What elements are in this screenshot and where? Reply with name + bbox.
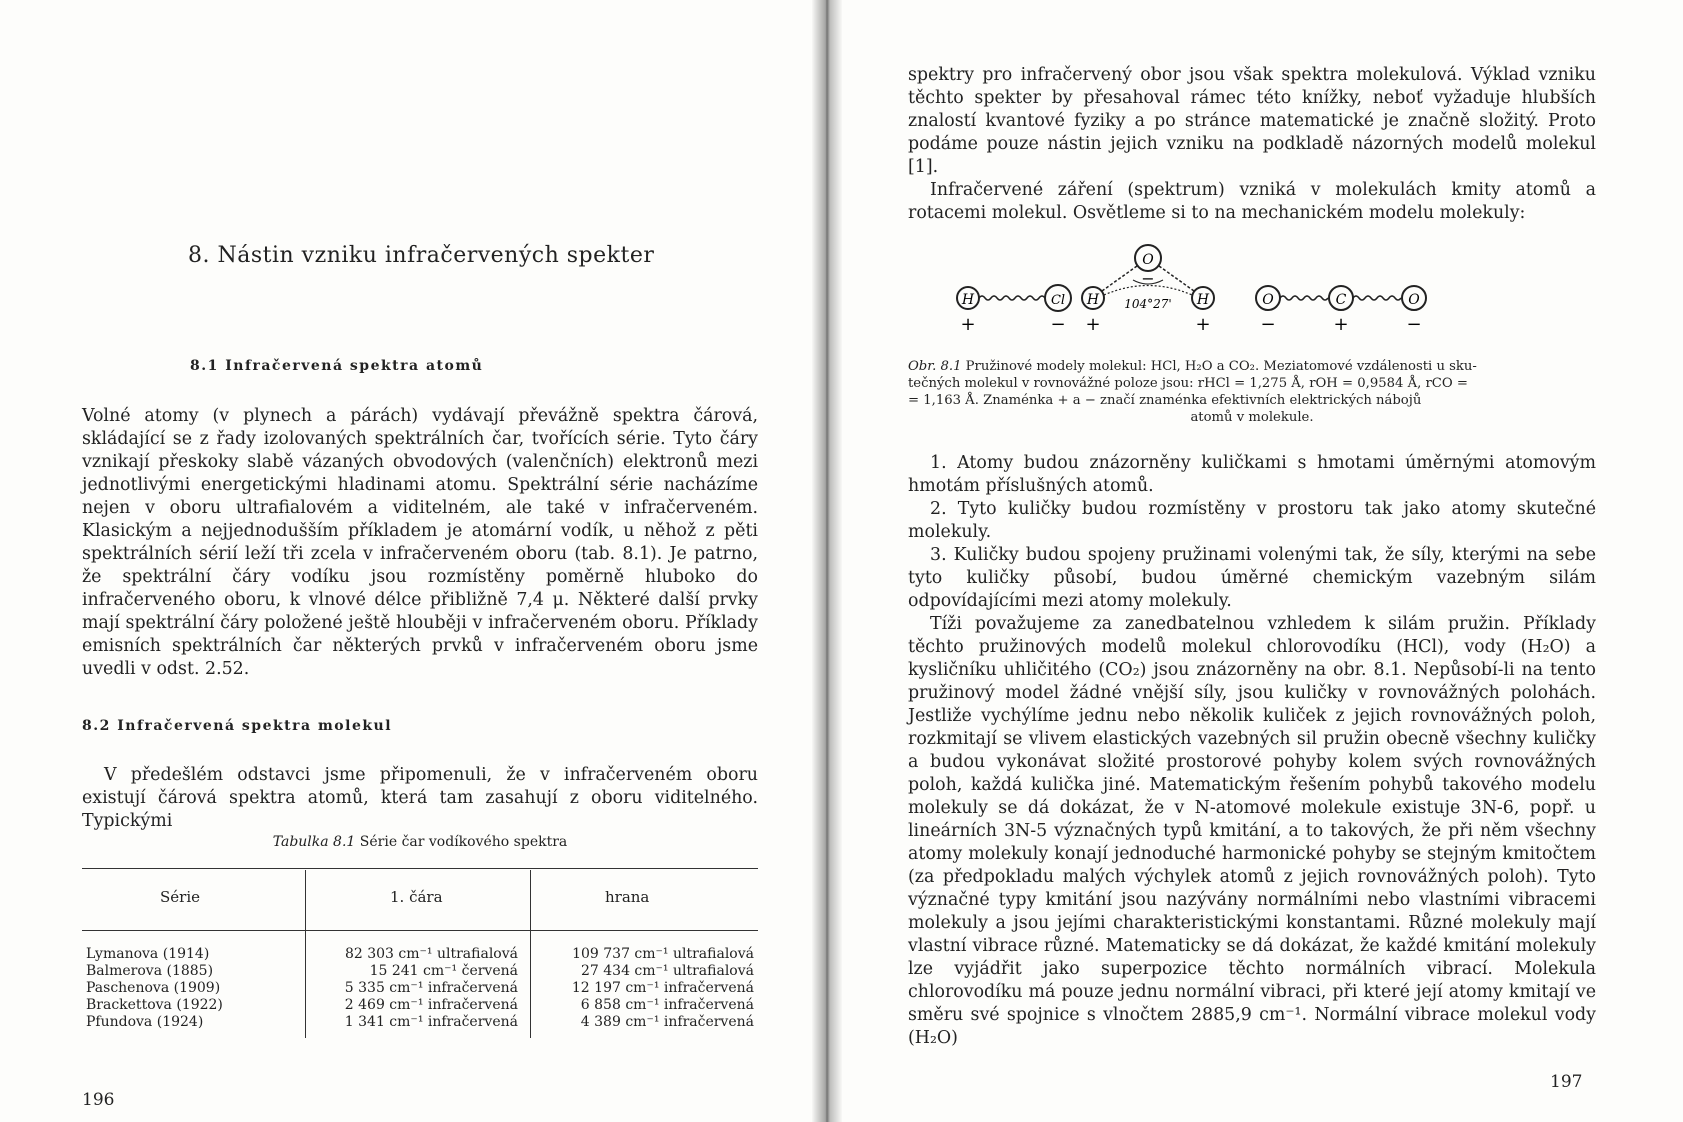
h2o-sign-o: −: [1141, 269, 1155, 288]
list-item-2: 2. Tyto kuličky budou rozmístěny v prostoru tak jako atomy skutečné molekuly.: [908, 499, 1596, 542]
hcl-model: [957, 285, 1071, 335]
table-header-edge: hrana: [605, 888, 650, 906]
h2o-angle-label: 104°27': [1124, 297, 1172, 311]
table-header-serie: Série: [160, 888, 200, 906]
main-paragraph: Tíži považujeme za zanedbatelnou vzhledem k silám pružin. Příklady těchto pružinových modelů molekul chlorovodíku (HCl), vody (H₂O) a kysličníku uhličitého (CO₂) jsou znázorněny na obr. 8.1. Nepůsobí-li na tento pružinový model žádné vnější síly, jsou kuličky v rovnovážných polohách. Jestliže vychýlíme jednu nebo několik kuliček z jejich rovnovážných poloh, rozkmitají se vlivem elastických vazebných sil pružin obecně všechny kuličky a budou vykonávat složité prostorové pohyby kolem svých rovnovážných poloh, každá kulička jiné. Matematickým řešením pohybů takového modelu molekuly se dá dokázat, že v N-atomové molekule existuje 3N-6, popř. u lineárních 3N-5 význačných typů kmitání, a to takových, že při něm všechny atomy molekuly konají jednoduché harmonické pohyby se stejným kmitočtem (za předpokladu malých výchylek atomů z jejich rovnovážných poloh). Tyto význačné typy kmitání jsou nazývány normálními nebo vlastními vibracemi molekuly a jsou jejími charakteristickými konstantami. Různé molekuly mají vlastní vibrace různé. Matematicky se dá dokázat, že každé kmitání molekuly lze vyjádřit jako superpozice těchto normálních vibrací. Molekula chlorovodíku má pouze jednu normální vibraci, při které její atomy kmitají ve směru své spojnice s vlnočtem 2885,9 cm⁻¹. Normální vibrace molekul vody (H₂O): [908, 614, 1596, 1048]
table-top-rule: [82, 868, 758, 869]
table-cell: 6 858 cm⁻¹ infračervená: [580, 997, 754, 1013]
co2-sign-o2: −: [1406, 314, 1422, 335]
hcl-sign-h: +: [960, 314, 976, 335]
table-cell: 4 389 cm⁻¹ infračervená: [580, 1014, 754, 1030]
table-row: [82, 997, 758, 1014]
table-cell: 82 303 cm⁻¹ ultrafialová: [344, 946, 518, 962]
h2o-o-label: O: [1142, 252, 1154, 268]
figure-caption: [908, 358, 1596, 426]
intro-paragraph-2: Infračervené záření (spektrum) vzniká v molekulách kmity atomů a rotacemi molekul. Osvětleme si to na mechanickém modelu molekuly:: [908, 180, 1596, 223]
co2-sign-c: +: [1333, 314, 1349, 335]
table-cell: 2 469 cm⁻¹ infračervená: [344, 997, 518, 1013]
table-cell: Lymanova (1914): [86, 946, 210, 962]
hcl-cl-label: Cl: [1050, 293, 1066, 308]
table-cell: Paschenova (1909): [86, 980, 221, 996]
table-cell: Balmerova (1885): [86, 963, 214, 979]
table-header-first-line: 1. čára: [390, 888, 443, 906]
chapter-title: 8. Nástin vzniku infračervených spekter: [188, 243, 655, 268]
section-8-2-text: [82, 764, 758, 833]
table-cell: 5 335 cm⁻¹ infračervená: [344, 980, 518, 996]
co2-o1-label: O: [1262, 292, 1274, 308]
h2o-sign-h2: +: [1195, 314, 1211, 335]
table-cell: Brackettova (1922): [86, 997, 223, 1013]
table-row: [82, 963, 758, 980]
list-item-1: 1. Atomy budou znázorněny kuličkami s hmotami úměrnými atomovým hmotám příslušných atomů.: [908, 453, 1596, 496]
table-row: [82, 946, 758, 963]
spring-models-figure: [948, 240, 1548, 340]
table-cell: Pfundova (1924): [86, 1014, 204, 1030]
hydrogen-series-table: [82, 946, 758, 1031]
h2o-h2-label: H: [1196, 292, 1210, 308]
hcl-sign-cl: −: [1050, 314, 1066, 335]
table-caption: [82, 834, 758, 850]
intro-paragraph-1: spektry pro infračervený obor jsou však spektra molekulová. Výklad vzniku těchto spekter by přesahoval rámec této knížky, neboť vyžaduje hlubších znalostí kvantové fyziky a po stránce matematické je značně složitý. Proto podáme pouze nástin jejich vzniku na podkladě názorných modelů molekul [1].: [908, 65, 1596, 177]
section-8-2-paragraph: V předešlém odstavci jsme připomenuli, že v infračerveném oboru existují čárová spektra atomů, která tam zasahují z oboru viditelného. Typickými: [82, 765, 758, 831]
main-text: [908, 452, 1596, 1050]
h2o-h1-label: H: [1086, 292, 1100, 308]
figure-caption-line-1: Pružinové modely molekul: HCl, H₂O a CO₂. Meziatomové vzdálenosti u sku-: [965, 359, 1477, 374]
page-number-left: 196: [82, 1090, 115, 1110]
figure-caption-label: Obr. 8.1: [908, 359, 962, 374]
co2-o2-label: O: [1408, 292, 1420, 308]
section-8-1-title: 8.1 Infračervená spektra atomů: [190, 358, 484, 374]
table-cell: 1 341 cm⁻¹ infračervená: [344, 1014, 518, 1030]
co2-spring-right: [1353, 296, 1401, 300]
table-row: [82, 1014, 758, 1031]
table-cell: 12 197 cm⁻¹ infračervená: [571, 980, 754, 996]
figure-caption-line-2: tečných molekul v rovnovážné poloze jsou: rHCl = 1,275 Å, rOH = 0,9584 Å, rCO =: [908, 376, 1468, 391]
table-header-rule: [82, 930, 758, 931]
co2-model: [1256, 286, 1426, 335]
table-row: [82, 980, 758, 997]
co2-c-label: C: [1335, 292, 1347, 308]
hcl-h-label: H: [961, 292, 975, 308]
page-number-right: 197: [1550, 1072, 1583, 1092]
intro-text: [908, 64, 1596, 225]
table-cell: 15 241 cm⁻¹ červená: [369, 963, 518, 979]
co2-spring-left: [1280, 296, 1328, 300]
h2o-model: [1082, 245, 1214, 335]
table-caption-text: Série čar vodíkového spektra: [359, 834, 568, 850]
section-8-2-title: 8.2 Infračervená spektra molekul: [82, 718, 393, 734]
list-item-3: 3. Kuličky budou spojeny pružinami volenými tak, že síly, kterými na sebe tyto kuličky působí, budou úměrné chemickým vazebným silám odpovídajícími mezi atomy molekuly.: [908, 545, 1596, 611]
table-cell: 109 737 cm⁻¹ ultrafialová: [572, 946, 754, 962]
figure-caption-line-4: atomů v molekule.: [1190, 410, 1314, 425]
left-page: [0, 0, 820, 1122]
h2o-sign-h1: +: [1085, 314, 1101, 335]
co2-sign-o1: −: [1260, 314, 1276, 335]
table-cell: 27 434 cm⁻¹ ultrafialová: [580, 963, 754, 979]
right-page: [828, 0, 1683, 1122]
hcl-spring: [979, 296, 1045, 300]
section-8-1-paragraph: Volné atomy (v plynech a párách) vydávají převážně spektra čárová, skládající se z řady izolovaných spektrálních čar, tvořících série. Tyto čáry vznikají přeskoky slabě vázaných obvodových (valenčních) elektronů mezi jednotlivými energetickými hladinami atomu. Spektrální série nacházíme nejen v oboru ultrafialovém a viditelném, ale také v infračerveném. Klasickým a nejjednodušším příkladem je atomární vodík, u něhož z pěti spektrálních sérií leží tři zcela v infračerveném oboru (tab. 8.1). Je patrno, že spektrální čáry vodíku jsou rozmístěny poměrně hluboko do infračerveného oboru, k vlnové délce přibližně 7,4 μ. Některé další prvky mají spektrální čáry položené ještě hlouběji v infračerveném oboru. Příklady emisních spektrálních čar některých prvků v infračerveném oboru jsme uvedli v odst. 2.52.: [82, 406, 758, 679]
figure-caption-line-3: = 1,163 Å. Znaménka + a − značí znaménka efektivních elektrických nábojů: [908, 393, 1422, 408]
table-caption-label: Tabulka 8.1: [272, 834, 356, 850]
section-8-1-text: [82, 405, 758, 681]
